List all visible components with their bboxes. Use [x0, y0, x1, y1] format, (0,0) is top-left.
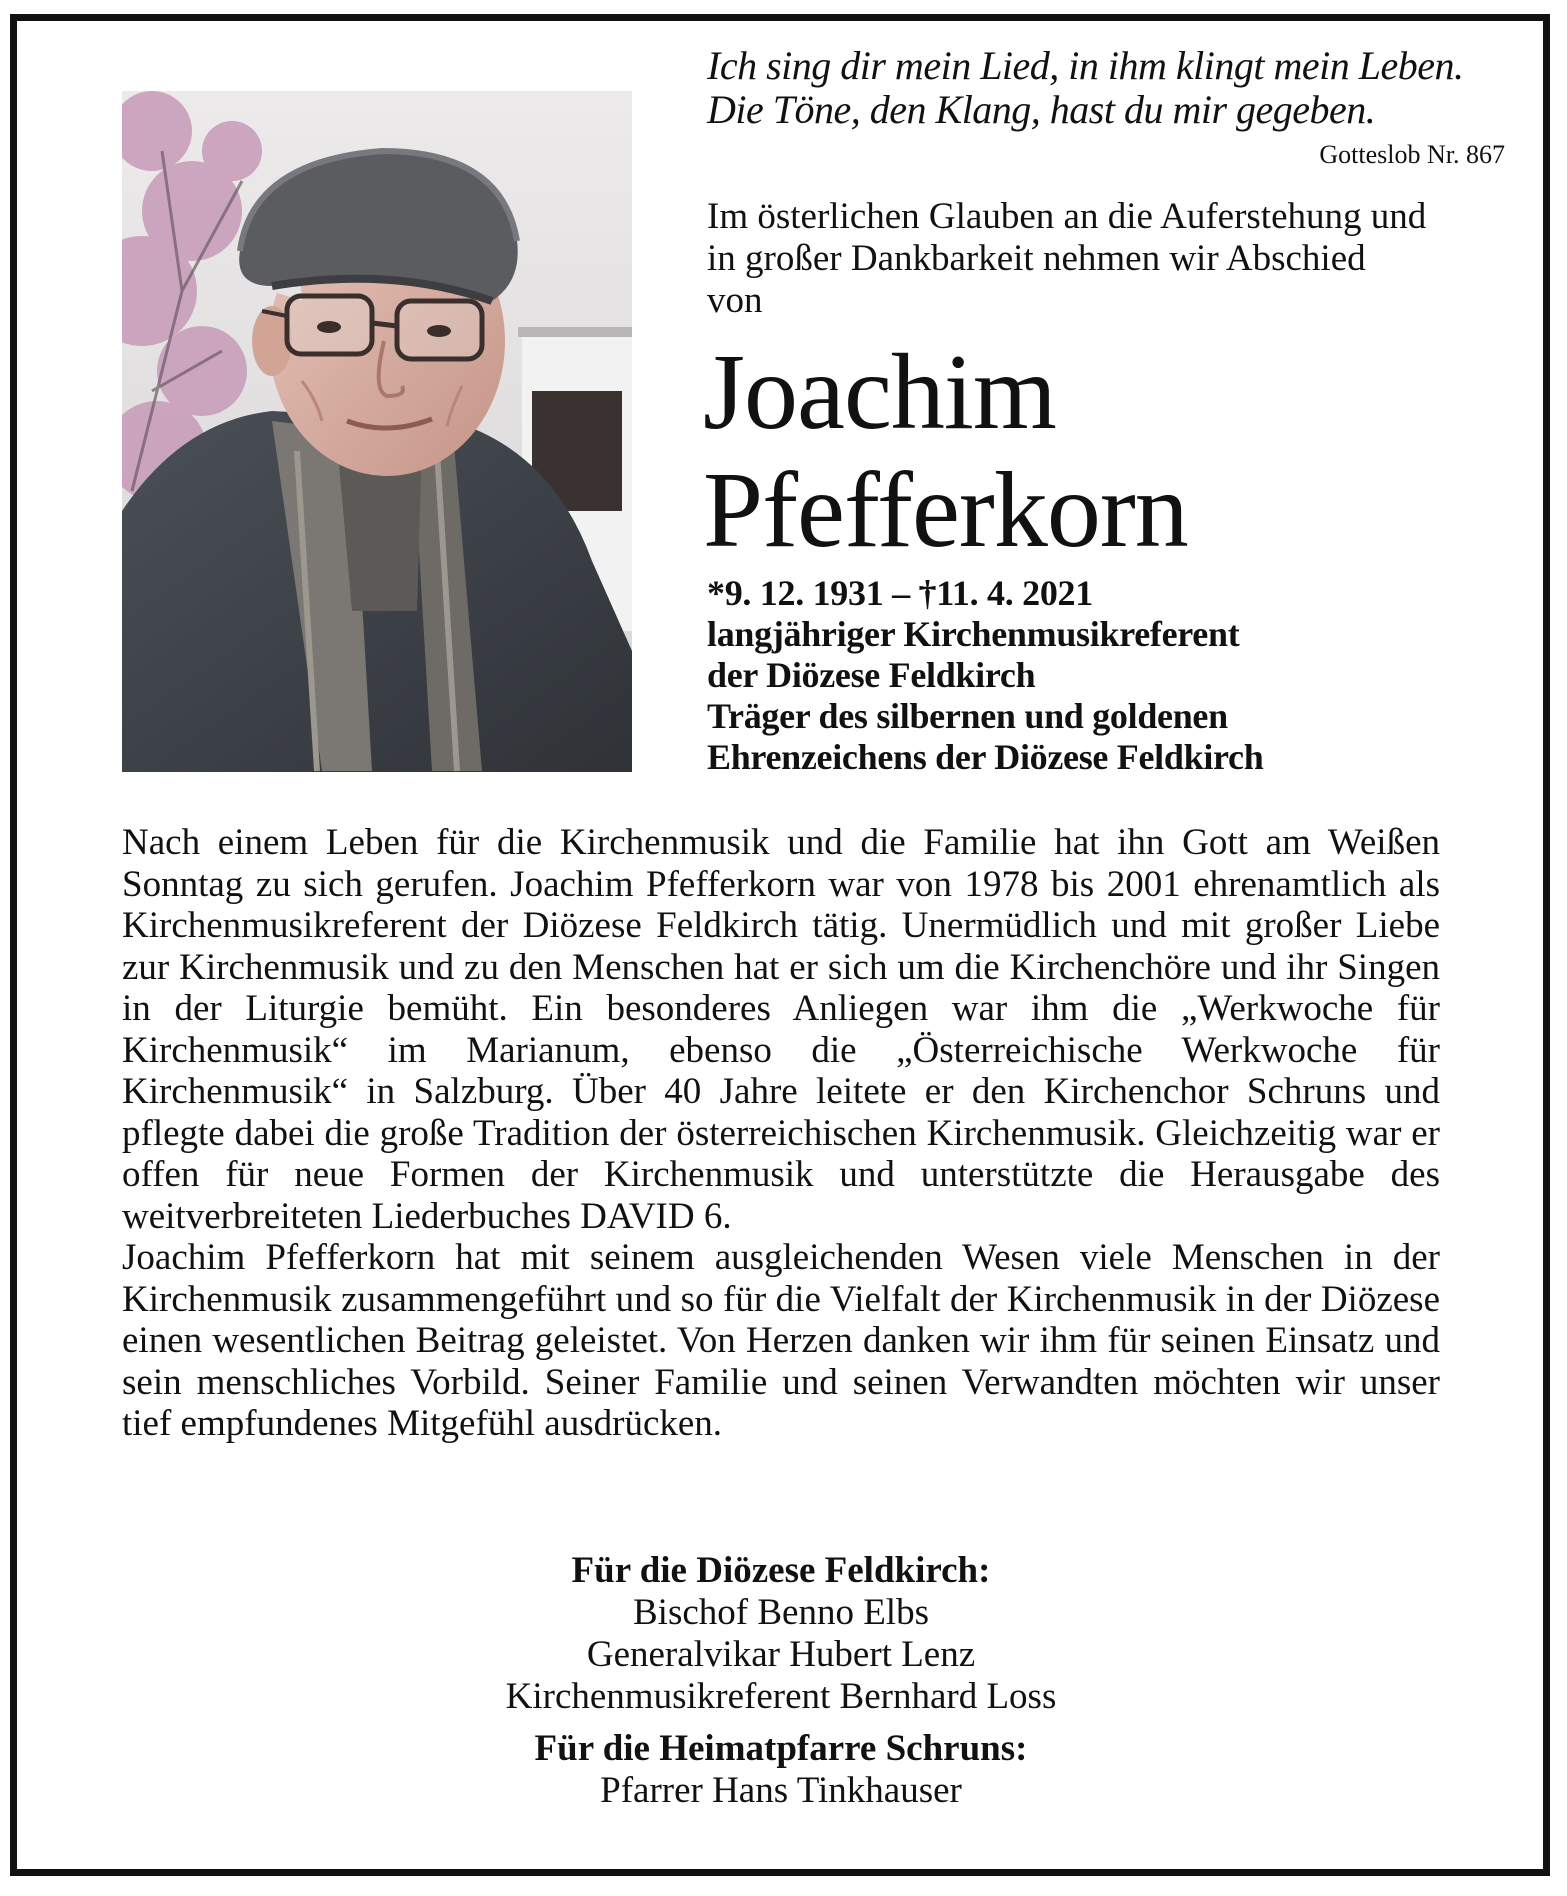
body-paragraph-2: Joachim Pfefferkorn hat mit seinem ausgleichenden Wesen viele Menschen in der Kirchenmusik zusammengeführt und so für die Vielfalt der Kirchenmusik in der Diözese einen wesentlichen Beitrag geleistet. Von Herzen danken wir ihm für seinen Einsatz und sein menschliches Vorbild. Seiner Familie und seinen Verwandten möchten wir unser tief empfundenes Mitgefühl ausdrücken.	[122, 1237, 1440, 1444]
signatory: Bischof Benno Elbs	[633, 1592, 929, 1633]
signature-heading-diocese: Für die Diözese Feldkirch:	[571, 1550, 991, 1591]
life-dates: *9. 12. 1931 – †11. 4. 2021	[707, 573, 1093, 613]
obituary-body	[122, 822, 1440, 1445]
signatory: Kirchenmusikreferent Bernhard Loss	[505, 1676, 1057, 1717]
signature-heading-parish: Für die Heimatpfarre Schruns:	[534, 1728, 1028, 1769]
honor-line-2: Ehrenzeichens der Diözese Feldkirch	[707, 737, 1264, 777]
last-name: Pfefferkorn	[703, 451, 1188, 570]
motto-quote	[707, 44, 1487, 132]
motto-line-2: Die Töne, den Klang, hast du mir gegeben.	[707, 87, 1376, 132]
signature-group-diocese	[122, 1550, 1440, 1718]
deceased-name	[703, 334, 1503, 570]
signatures	[122, 1550, 1440, 1822]
intro-text: Im österlichen Glauben an die Auferstehung und in großer Dankbarkeit nehmen wir Abschied von	[707, 196, 1427, 321]
signatory: Pfarrer Hans Tinkhauser	[600, 1770, 962, 1811]
role-line-1: langjähriger Kirchenmusikreferent	[707, 614, 1240, 654]
signature-group-parish	[122, 1728, 1440, 1812]
portrait-photo	[122, 91, 632, 772]
role-line-2: der Diözese Feldkirch	[707, 655, 1036, 695]
motto-line-1: Ich sing dir mein Lied, in ihm klingt mein Leben.	[707, 43, 1464, 88]
honor-line-1: Träger des silbernen und goldenen	[707, 696, 1228, 736]
portrait-illustration	[122, 91, 632, 772]
life-facts	[707, 573, 1487, 778]
motto-source: Gotteslob Nr. 867	[1319, 140, 1505, 169]
first-name: Joachim	[703, 333, 1056, 452]
body-paragraph-1: Nach einem Leben für die Kirchenmusik und die Familie hat ihn Gott am Weißen Sonntag zu sich gerufen. Joachim Pfefferkorn war von 1978 bis 2001 ehrenamtlich als Kirchenmusikreferent der Diözese Feldkirch tätig. Unermüdlich und mit großer Liebe zur Kirchenmusik und zu den Menschen hat er sich um die Kirchenchöre und ihr Singen in der Liturgie bemüht. Ein besonderes Anliegen war ihm die „Werkwoche für Kirchenmusik“ im Marianum, ebenso die „Österreichische Werkwoche für Kirchenmusik“ in Salzburg. Über 40 Jahre leitete er den Kirchenchor Schruns und pflegte dabei die große Tradition der österreichischen Kirchenmusik. Gleichzeitig war er offen für neue Formen der Kirchenmusik und unterstützte die Herausgabe des weitverbreiteten Liederbuches DAVID 6.	[122, 822, 1440, 1237]
signatory: Generalvikar Hubert Lenz	[586, 1634, 976, 1675]
